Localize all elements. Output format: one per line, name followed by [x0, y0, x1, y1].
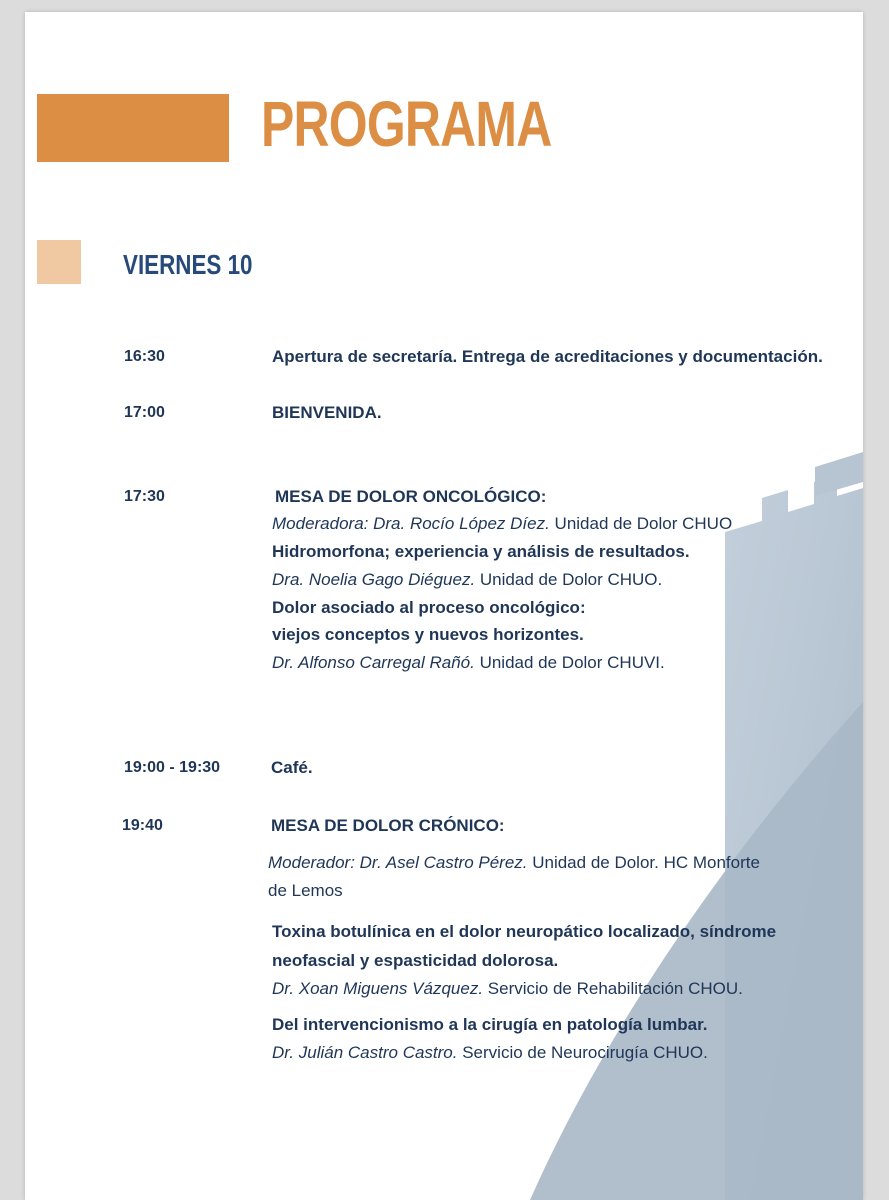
talk-title: Toxina botulínica en el dolor neuropático localizado, síndrome: [272, 922, 777, 941]
talk-title: Del intervencionismo a la cirugía en patología lumbar.: [272, 1015, 708, 1034]
talk-title: neofascial y espasticidad dolorosa.: [272, 951, 559, 970]
speaker-name: Dra. Noelia Gago Diéguez.: [272, 570, 476, 589]
session-title: MESA DE DOLOR ONCOLÓGICO:: [275, 487, 547, 506]
time-1730: 17:30: [124, 488, 165, 505]
time-1940: 19:40: [122, 817, 163, 834]
speaker-name: Dr. Julián Castro Castro.: [272, 1043, 458, 1062]
session-title: Apertura de secretaría. Entrega de acreditaciones y documentación.: [272, 347, 823, 366]
speaker-line: [272, 978, 743, 1000]
talk-title: Dolor asociado al proceso oncológico:: [272, 598, 586, 617]
speaker-name: Dr. Xoan Miguens Vázquez.: [272, 979, 484, 998]
program-page: [25, 12, 863, 1200]
talk-title: viejos conceptos y nuevos horizontes.: [272, 625, 584, 644]
moderator-line: [272, 513, 732, 535]
time-1630: 16:30: [124, 348, 165, 365]
speaker-affiliation: Unidad de Dolor CHUO.: [475, 570, 663, 589]
page-title: PROGRAMA: [261, 88, 552, 160]
moderator-affiliation: Unidad de Dolor. HC Monforte: [527, 853, 760, 872]
speaker-line: [272, 652, 665, 674]
session-title: MESA DE DOLOR CRÓNICO:: [271, 816, 505, 835]
moderator-name: Moderadora: Dra. Rocío López Díez.: [272, 514, 550, 533]
session-title: BIENVENIDA.: [272, 403, 382, 422]
time-1900-1930: 19:00 - 19:30: [124, 759, 221, 776]
day-accent-square: [37, 240, 81, 284]
title-accent-bar: [37, 94, 229, 162]
moderator-line: [268, 852, 760, 874]
session-title: Café.: [271, 758, 313, 777]
speaker-affiliation: Servicio de Rehabilitación CHOU.: [483, 979, 743, 998]
speaker-affiliation: Servicio de Neurocirugía CHUO.: [457, 1043, 708, 1062]
speaker-affiliation: Unidad de Dolor CHUVI.: [474, 653, 665, 672]
day-heading: VIERNES 10: [123, 249, 253, 280]
speaker-line: [272, 1042, 708, 1064]
time-1700: 17:00: [124, 404, 165, 421]
moderator-affiliation: de Lemos: [268, 881, 343, 900]
moderator-affiliation: Unidad de Dolor CHUO: [549, 514, 733, 533]
speaker-name: Dr. Alfonso Carregal Rañó.: [272, 653, 475, 672]
moderator-name: Moderador: Dr. Asel Castro Pérez.: [268, 853, 528, 872]
speaker-line: [272, 569, 662, 591]
talk-title: Hidromorfona; experiencia y análisis de resultados.: [272, 542, 690, 561]
